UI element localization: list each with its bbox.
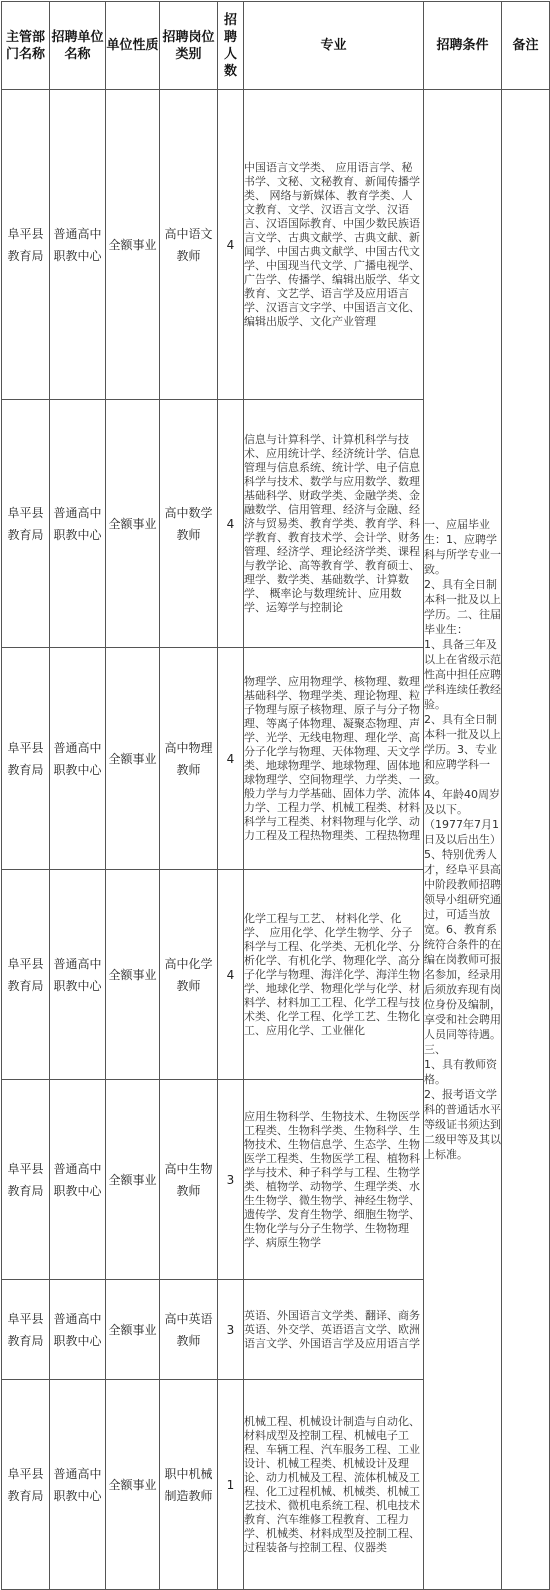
dept-cell: 阜平县教育局 [2,870,50,1080]
unit-cell: 普通高中职教中心 [50,400,106,648]
nature-cell: 全额事业 [106,400,160,648]
nature-cell: 全额事业 [106,1080,160,1280]
remark-cell [502,90,550,1590]
category-cell: 高中英语教师 [160,1280,218,1380]
header-row [2,2,550,90]
header-remark: 备注 [502,2,550,90]
major-cell: 机械工程、机械设计制造与自动化、材料成型及控制工程、机械电子工程、车辆工程、汽车服务工程、工业设计、机械工程类、机械设计及理论、动力机械及工程、流体机械及工程、化工过程机械、机械类、机械工艺技术、微机电系统工程、机电技术教育、汽车维修工程教育、工程力学、机械类、材料成型及控制工程、过程装备与控制工程、仪器类 [244,1380,424,1590]
table-row [2,90,550,400]
count-cell: 1 [218,1380,244,1590]
dept-cell: 阜平县教育局 [2,1380,50,1590]
category-cell: 高中物理教师 [160,648,218,870]
nature-cell: 全额事业 [106,90,160,400]
major-cell: 信息与计算科学、计算机科学与技术、应用统计学、经济统计学、信息管理与信息系统、统计学、电子信息科学与技术、数学与应用数学、数理基础科学、财政学类、金融学类、金融数学、信用管理、经济与金融、经济与贸易类、教育学类、教育学、科学教育、教育技术学、会计学、财务管理、经济学、理论经济学类、课程与教学论、高等教育学、教育硕士、理学、数学类、基础数学、计算数学、 概率论与数理统计、应用数学、运筹学与控制论 [244,400,424,648]
nature-cell: 全额事业 [106,1280,160,1380]
unit-cell: 普通高中职教中心 [50,90,106,400]
major-cell: 应用生物科学、生物技术、生物医学工程类、生物科学类、生物科学、生物技术、生物信息学、生态学、生物医学工程类、生物医学工程、植物科学与技术、种子科学与工程、生物学类、植物学、动物学、生理学类、水生生物学、微生物学、神经生物学、遗传学、发育生物学、细胞生物学、生物化学与分子生物学、生物物理学、病原生物学 [244,1080,424,1280]
dept-cell: 阜平县教育局 [2,1080,50,1280]
nature-cell: 全额事业 [106,870,160,1080]
header-count: 招聘人数 [218,2,244,90]
header-nature: 单位性质 [106,2,160,90]
major-cell: 英语、外国语言文学类、翻译、商务英语、外交学、英语语言文学、欧洲语言文学、外国语言学及应用语言学 [244,1280,424,1380]
count-cell: 4 [218,870,244,1080]
dept-cell: 阜平县教育局 [2,1280,50,1380]
unit-cell: 普通高中职教中心 [50,1380,106,1590]
count-cell: 4 [218,648,244,870]
unit-cell: 普通高中职教中心 [50,1280,106,1380]
major-cell: 物理学、应用物理学、核物理、数理基础科学、物理学类、理论物理、粒子物理与原子核物理、原子与分子物理、等离子体物理、凝聚态物理、声学、光学、无线电物理、理化学、高分子化学与物理、天体物理、天文学类、地球物理学、地球物理、固体地球物理学、空间物理学、力学类、一般力学与力学基础、固体力学、流体力学、工程力学、机械工程类、材料科学与工程类、材料物理与化学、动力工程及工程热物理类、工程热物理 [244,648,424,870]
header-dept: 主管部门名称 [2,2,50,90]
unit-cell: 普通高中职教中心 [50,648,106,870]
dept-cell: 阜平县教育局 [2,90,50,400]
header-conditions: 招聘条件 [424,2,502,90]
category-cell: 职中机械制造教师 [160,1380,218,1590]
category-cell: 高中语文教师 [160,90,218,400]
unit-cell: 普通高中职教中心 [50,870,106,1080]
dept-cell: 阜平县教育局 [2,400,50,648]
nature-cell: 全额事业 [106,1380,160,1590]
count-cell: 4 [218,400,244,648]
category-cell: 高中生物教师 [160,1080,218,1280]
count-cell: 3 [218,1280,244,1380]
dept-cell: 阜平县教育局 [2,648,50,870]
count-cell: 4 [218,90,244,400]
header-major: 专业 [244,2,424,90]
category-cell: 高中化学教师 [160,870,218,1080]
header-unit: 招聘单位名称 [50,2,106,90]
category-cell: 高中数学教师 [160,400,218,648]
conditions-cell: 一、应届毕业生：1、应聘学科与所学专业一致。 2、具有全日制本科一批及以上学历。二、往届毕业生： 1、具备三年及以上在省级示范性高中担任应聘学科连续任教经验。 2、具有全日制本科一批及以上学历。3、专业和应聘学科一致。 4、年龄40周岁及以下。（1977年7月1日及以后出生） 5、特别优秀人才，经阜平县高中阶段教师招聘领导小组研究通过，可适当放宽。6、教育系统符合条件的在编在岗教师可报名参加，经录用后须放弃现有岗位身份及编制，享受和社会聘用人员同等待遇。 三、 1、具有教师资格。 2、报考语文学科的普通话水平等级证书须达到二级甲等及其以上标准。 [424,90,502,1590]
nature-cell: 全额事业 [106,648,160,870]
header-category: 招聘岗位类别 [160,2,218,90]
unit-cell: 普通高中职教中心 [50,1080,106,1280]
major-cell: 中国语言文学类、 应用语言学、秘书学、文秘、文秘教育、新闻传播学类、 网络与新媒体、教育学类、人文教育、文学、汉语言文学、汉语言、汉语国际教育、中国少数民族语言文学、古典文献学、古典文献、新闻学、中国古典文献学、中国古代文学、中国现当代文学、广播电视学、 广告学、传播学、编辑出版学、华文教育、文艺学、语言学及应用语言学、汉语言文字学、中国语言文化、编辑出版学、文化产业管理 [244,90,424,400]
recruitment-table [1,1,550,1590]
major-cell: 化学工程与工艺、 材料化学、化学、 应用化学、化学生物学、分子科学与工程、化学类、无机化学、分析化学、有机化学、物理化学、高分子化学与物理、海洋化学、海洋生物学、地球化学、物理化学与化学、材料学、材料加工工程、化学工程与技术类、化学工程、化学工艺、生物化工、应用化学、工业催化 [244,870,424,1080]
count-cell: 3 [218,1080,244,1280]
